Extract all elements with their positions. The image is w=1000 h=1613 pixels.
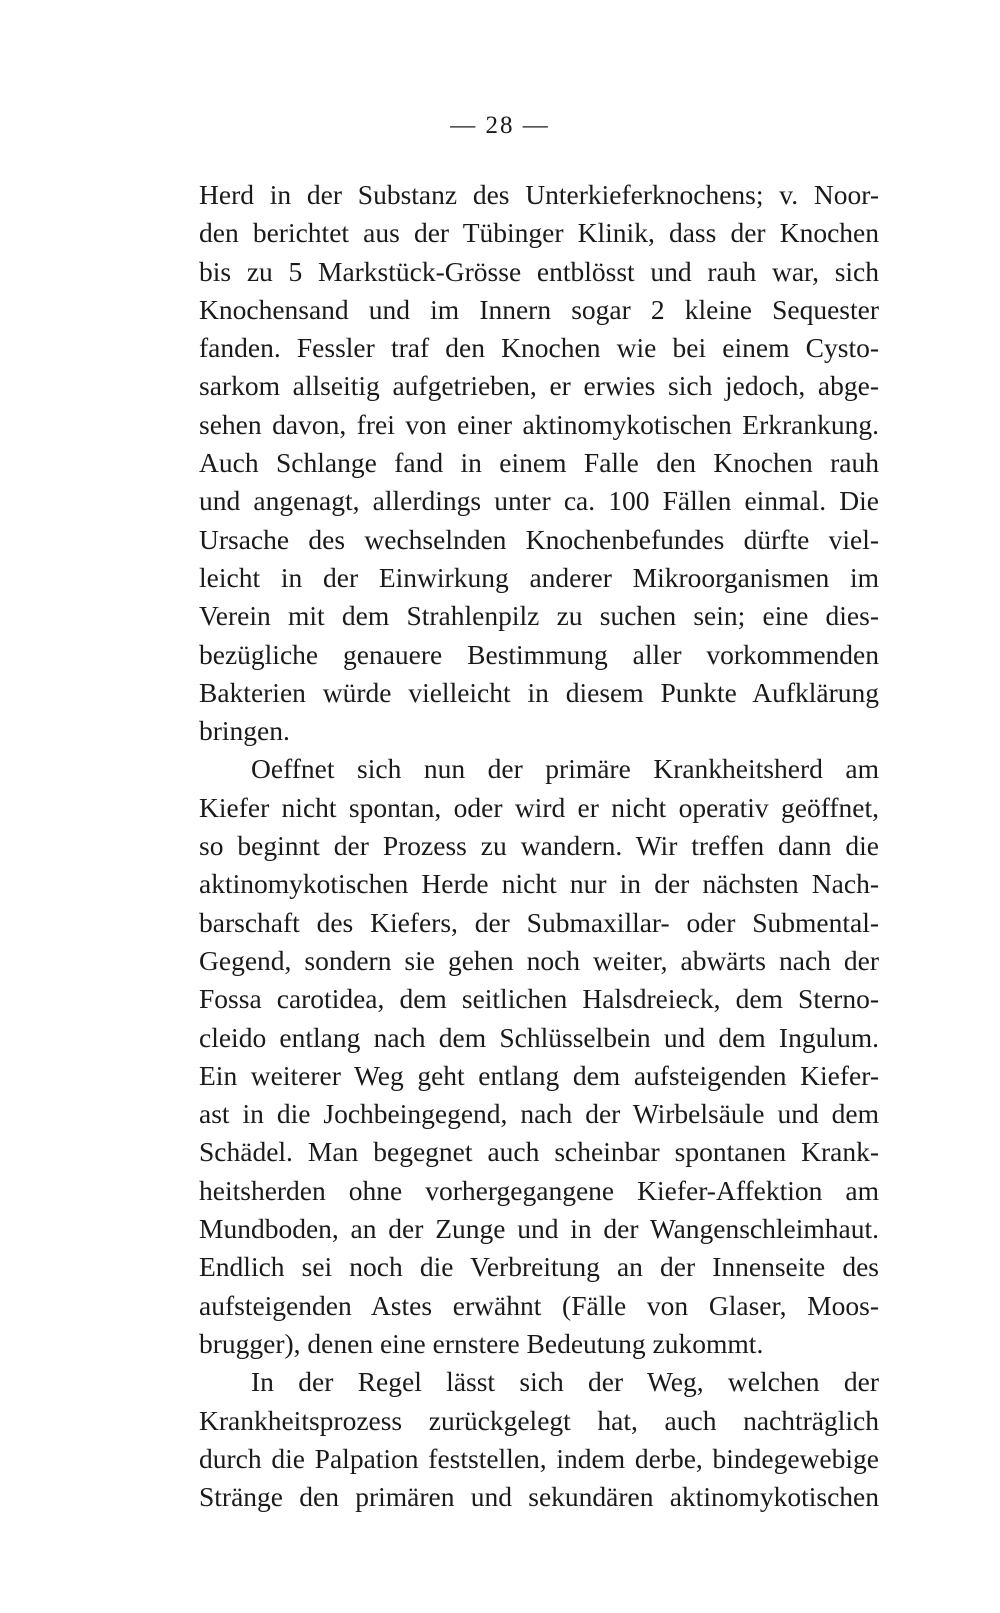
text-line: heitsherden ohne vorhergegangene Kiefer-Affektion am [199,1174,879,1206]
text-line: Schädel. Man begegnet auch scheinbar spontanen Krank- [199,1136,879,1168]
text-line: Bakterien würde vielleicht in diesem Punkte Aufklärung [199,676,879,708]
text-line: Knochensand und im Innern sogar 2 kleine Sequester [199,293,879,325]
text-line: cleido entlang nach dem Schlüsselbein und dem Ingulum. [199,1021,879,1053]
text-line: Fossa carotidea, dem seitlichen Halsdreieck, dem Sterno- [199,983,879,1015]
text-line: so beginnt der Prozess zu wandern. Wir treffen dann die [199,830,879,862]
text-line: Mundboden, an der Zunge und in der Wangenschleimhaut. [199,1213,879,1245]
text-line: barschaft des Kiefers, der Submaxillar- oder Submental- [199,906,879,938]
text-line: Gegend, sondern sie gehen noch weiter, abwärts nach der [199,944,879,976]
text-line: In der Regel lässt sich der Weg, welchen der [251,1366,879,1398]
text-line: Krankheitsprozess zurückgelegt hat, auch nachträglich [199,1404,879,1436]
text-line: Ein weiterer Weg geht entlang dem aufsteigenden Kiefer- [199,1059,879,1091]
text-line: bringen. [199,715,290,747]
text-line: fanden. Fessler traf den Knochen wie bei einem Cysto- [199,332,879,364]
body-text [199,176,879,1516]
text-line: Oeffnet sich nun der primäre Krankheitsherd am [251,753,879,785]
text-line: leicht in der Einwirkung anderer Mikroorganismen im [199,561,879,593]
text-line: sarkom allseitig aufgetrieben, er erwies sich jedoch, abge- [199,370,879,402]
text-line: aktinomykotischen Herde nicht nur in der nächsten Nach- [199,868,879,900]
text-line: bezügliche genauere Bestimmung aller vorkommenden [199,638,879,670]
text-line: Auch Schlange fand in einem Falle den Knochen rauh [199,447,879,479]
text-line: aufsteigenden Astes erwähnt (Fälle von Glaser, Moos- [199,1289,879,1321]
text-line: sehen davon, frei von einer aktinomykotischen Erkrankung. [199,408,879,440]
text-line: bis zu 5 Markstück-Grösse entblösst und rauh war, sich [199,255,879,287]
text-line: Stränge den primären und sekundären aktinomykotischen [199,1481,879,1513]
text-line: Verein mit dem Strahlenpilz zu suchen sein; eine dies- [199,600,879,632]
text-line: Herd in der Substanz des Unterkieferknochens; v. Noor- [199,179,879,210]
text-line: Endlich sei noch die Verbreitung an der Innenseite des [199,1251,879,1283]
text-line: und angenagt, allerdings unter ca. 100 Fällen einmal. Die [199,485,879,517]
text-line: Kiefer nicht spontan, oder wird er nicht operativ geöffnet, [199,791,879,823]
text-line: durch die Palpation feststellen, indem derbe, bindegewebige [199,1442,879,1474]
text-line: Ursache des wechselnden Knochenbefundes dürfte viel- [199,523,879,555]
text-line: brugger), denen eine ernstere Bedeutung zukommt. [199,1327,764,1359]
page-number: — 28 — [450,112,550,139]
text-line: den berichtet aus der Tübinger Klinik, dass der Knochen [199,217,879,249]
text-line: ast in die Jochbeingegend, nach der Wirbelsäule und dem [199,1098,879,1130]
